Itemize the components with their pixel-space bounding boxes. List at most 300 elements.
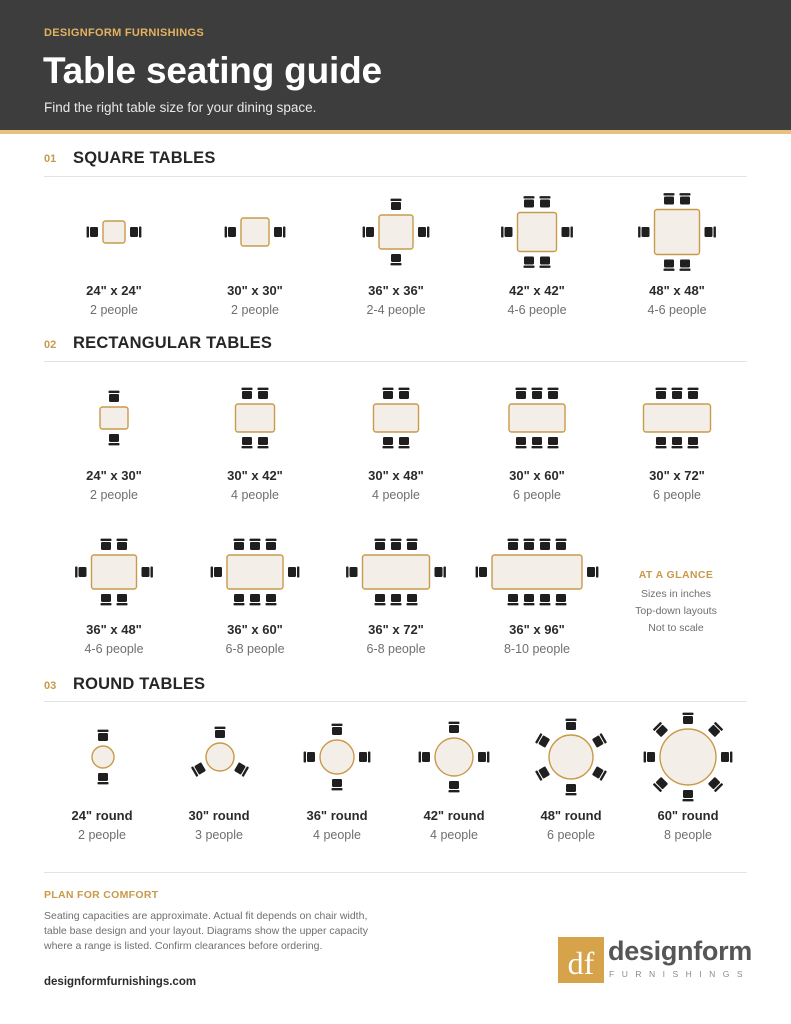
chair-back [540, 603, 551, 605]
chair-back [391, 539, 402, 541]
chair-icon [399, 388, 410, 399]
table-top [655, 210, 700, 255]
table-top [379, 215, 413, 249]
at-a-glance-line: Top-down layouts [635, 605, 717, 617]
chair-seat [101, 594, 111, 602]
chair-back [524, 266, 535, 268]
chair-icon [109, 434, 120, 445]
chair-seat [234, 594, 244, 602]
chair-icon [75, 567, 86, 578]
chair-seat [656, 391, 666, 399]
chair-back [516, 388, 527, 390]
chair-back [151, 567, 153, 578]
chair-seat [109, 434, 119, 442]
chair-seat [101, 542, 111, 550]
chair-back [391, 263, 402, 265]
chair-icon [399, 437, 410, 448]
chair-seat [307, 752, 315, 762]
chair-icon [391, 199, 402, 210]
chair-back [449, 790, 460, 792]
at-a-glance-line: Not to scale [648, 622, 704, 634]
chair-icon [516, 388, 527, 399]
chair-icon [391, 594, 402, 605]
chair-back [672, 388, 683, 390]
chair-seat [214, 567, 222, 577]
chair-back [683, 713, 694, 715]
chair-seat [479, 567, 487, 577]
chair-back [297, 567, 299, 578]
chair-icon [508, 539, 519, 550]
chair-seat [556, 542, 566, 550]
chair-icon [535, 766, 550, 781]
table-size-label: 30" x 42" [227, 468, 283, 483]
chair-icon [638, 227, 649, 238]
chair-icon [524, 594, 535, 605]
round-table-top [320, 740, 354, 774]
chair-icon [644, 752, 655, 763]
chair-back [596, 567, 598, 578]
chair-icon [449, 781, 460, 792]
chair-back [427, 227, 429, 238]
chair-icon [266, 594, 277, 605]
chair-back [266, 603, 277, 605]
chair-icon [234, 594, 245, 605]
chair-back [266, 539, 277, 541]
table-capacity-label: 6 people [513, 488, 561, 502]
chair-back [532, 388, 543, 390]
chair-back [139, 227, 141, 238]
chair-back [242, 388, 253, 390]
table-capacity-label: 4 people [430, 828, 478, 842]
chair-seat [566, 722, 576, 730]
chair-back [566, 719, 577, 721]
table-size-label: 36" round [306, 808, 368, 823]
chair-icon [98, 730, 109, 741]
section-number-square: 01 [44, 153, 57, 165]
chair-back [215, 727, 226, 729]
chair-back [571, 227, 573, 238]
logo-mark [558, 937, 604, 983]
chair-seat [250, 594, 260, 602]
chair-seat [117, 542, 127, 550]
chair-seat [98, 733, 108, 741]
section-title-round: ROUND TABLES [73, 675, 206, 693]
chair-icon [383, 437, 394, 448]
chair-back [548, 388, 559, 390]
chair-icon [225, 227, 236, 238]
chair-seat [508, 542, 518, 550]
table-diagram [467, 366, 607, 466]
table-size-label: 24" round [71, 808, 133, 823]
chair-seat [391, 254, 401, 262]
chair-back [242, 446, 253, 448]
chair-seat [399, 391, 409, 399]
chair-back [419, 752, 421, 763]
chair-seat [524, 200, 534, 208]
chair-icon [592, 733, 607, 748]
logo-wordmark: designform [608, 936, 753, 966]
chair-icon [705, 227, 716, 238]
chair-seat [375, 594, 385, 602]
chair-icon [566, 784, 577, 795]
chair-icon [516, 437, 527, 448]
table-capacity-label: 8-10 people [503, 642, 571, 656]
table-diagram [185, 366, 325, 466]
chair-seat [375, 542, 385, 550]
chair-back [250, 603, 261, 605]
chair-icon [683, 790, 694, 801]
chair-seat [359, 752, 367, 762]
chair-icon [130, 227, 141, 238]
chair-seat [399, 437, 409, 445]
chair-icon [109, 391, 120, 402]
chair-icon [535, 733, 550, 748]
chair-back [399, 446, 410, 448]
chair-icon [98, 773, 109, 784]
chair-seat [540, 257, 550, 265]
table-capacity-label: 4-6 people [507, 303, 567, 317]
chair-seat [250, 542, 260, 550]
table-top [509, 404, 565, 432]
table-top [100, 407, 128, 429]
chair-icon [476, 567, 487, 578]
chair-back [399, 388, 410, 390]
chair-back [109, 391, 120, 393]
table-top [492, 555, 582, 589]
chair-back [644, 752, 646, 763]
chair-icon [672, 388, 683, 399]
table-capacity-label: 2 people [78, 828, 126, 842]
table-size-label: 30" x 60" [509, 468, 565, 483]
chair-back [688, 446, 699, 448]
chair-seat [228, 227, 236, 237]
chair-icon [556, 594, 567, 605]
chair-icon [672, 437, 683, 448]
chair-icon [391, 254, 402, 265]
chair-icon [418, 227, 429, 238]
chair-icon [215, 727, 226, 738]
chair-icon [532, 437, 543, 448]
table-capacity-label: 4-6 people [647, 303, 707, 317]
chair-icon [274, 227, 285, 238]
chair-icon [332, 724, 343, 735]
brand-name: DESIGNFORM FURNISHINGS [44, 27, 204, 39]
chair-back [332, 724, 343, 726]
chair-icon [540, 594, 551, 605]
chair-icon [501, 227, 512, 238]
chair-seat [332, 727, 342, 735]
chair-seat [566, 784, 576, 792]
chair-back [225, 227, 227, 238]
chair-icon [142, 567, 153, 578]
chair-seat [98, 773, 108, 781]
chair-back [714, 227, 716, 238]
chair-icon [250, 594, 261, 605]
chair-back [234, 603, 245, 605]
chair-back [346, 567, 348, 578]
chair-icon [524, 196, 535, 207]
chair-icon [242, 437, 253, 448]
chair-back [109, 443, 120, 445]
chair-icon [407, 594, 418, 605]
chair-seat [516, 391, 526, 399]
table-diagram [607, 366, 747, 466]
chair-icon [117, 594, 128, 605]
chair-back [391, 199, 402, 201]
chair-seat [391, 594, 401, 602]
table-size-label: 24" x 30" [86, 468, 142, 483]
chair-icon [435, 567, 446, 578]
round-table-top [660, 729, 716, 785]
chair-back [476, 567, 478, 578]
chair-seat [274, 227, 282, 237]
chair-icon [234, 762, 249, 777]
page-subtitle: Find the right table size for your dining space. [44, 100, 317, 115]
chair-icon [548, 388, 559, 399]
logo-mark-text: df [567, 945, 595, 981]
table-capacity-label: 2 people [90, 303, 138, 317]
chair-back [680, 193, 691, 195]
chair-icon [656, 388, 667, 399]
table-diagram [185, 520, 325, 620]
chair-icon [375, 539, 386, 550]
chair-back [449, 722, 460, 724]
chair-seat [422, 752, 430, 762]
chair-back [501, 227, 503, 238]
chair-icon [653, 776, 669, 792]
chair-back [664, 269, 675, 271]
chair-back [566, 793, 577, 795]
chair-icon [87, 227, 98, 238]
table-diagram [467, 180, 607, 280]
table-diagram [44, 520, 184, 620]
chair-icon [664, 193, 675, 204]
table-capacity-label: 3 people [195, 828, 243, 842]
chair-seat [532, 437, 542, 445]
chair-seat [672, 391, 682, 399]
chair-seat [587, 567, 595, 577]
table-capacity-label: 6 people [653, 488, 701, 502]
chair-seat [90, 227, 98, 237]
chair-icon [346, 567, 357, 578]
chair-icon [524, 257, 535, 268]
round-table-top [206, 743, 234, 771]
footer-divider [44, 872, 747, 873]
chair-seat [556, 594, 566, 602]
section-title-square: SQUARE TABLES [73, 149, 216, 167]
chair-seat [478, 752, 486, 762]
chair-seat [258, 437, 268, 445]
chair-icon [288, 567, 299, 578]
chair-icon [721, 752, 732, 763]
chair-seat [242, 391, 252, 399]
section-divider [44, 361, 747, 362]
chair-seat [540, 542, 550, 550]
table-size-label: 24" x 24" [86, 283, 142, 298]
table-capacity-label: 6-8 people [225, 642, 285, 656]
chair-back [444, 567, 446, 578]
chair-icon [101, 594, 112, 605]
table-top [227, 555, 283, 589]
chair-icon [258, 388, 269, 399]
chair-back [258, 388, 269, 390]
table-capacity-label: 2 people [231, 303, 279, 317]
chair-seat [540, 200, 550, 208]
table-size-label: 36" x 72" [368, 622, 424, 637]
table-diagram [326, 366, 466, 466]
chair-icon [540, 539, 551, 550]
chair-icon [556, 539, 567, 550]
table-size-label: 30" round [188, 808, 250, 823]
chair-back [680, 269, 691, 271]
table-size-label: 30" x 72" [649, 468, 705, 483]
table-capacity-label: 6 people [547, 828, 595, 842]
chair-back [508, 603, 519, 605]
chair-icon [532, 388, 543, 399]
table-size-label: 42" x 42" [509, 283, 565, 298]
table-capacity-label: 6-8 people [366, 642, 426, 656]
chair-back [98, 782, 109, 784]
chair-seat [366, 227, 374, 237]
chair-back [730, 752, 732, 763]
chair-seat [505, 227, 513, 237]
round-table-top [435, 738, 473, 776]
chair-icon [304, 752, 315, 763]
chair-seat [117, 594, 127, 602]
table-capacity-label: 8 people [664, 828, 712, 842]
chair-icon [562, 227, 573, 238]
chair-seat [109, 394, 119, 402]
at-a-glance-line: Sizes in inches [640, 588, 712, 600]
chair-seat [130, 227, 138, 237]
chair-icon [419, 752, 430, 763]
chair-seat [680, 197, 690, 205]
chair-seat [532, 391, 542, 399]
chair-icon [234, 539, 245, 550]
table-top [518, 213, 557, 252]
chair-seat [449, 781, 459, 789]
chair-seat [705, 227, 713, 237]
chair-seat [79, 567, 87, 577]
chair-back [556, 603, 567, 605]
table-size-label: 48" round [540, 808, 602, 823]
chair-back [540, 266, 551, 268]
table-top [644, 404, 711, 432]
chair-icon [332, 779, 343, 790]
chair-seat [524, 594, 534, 602]
chair-back [540, 539, 551, 541]
chair-icon [587, 567, 598, 578]
chair-seat [142, 567, 150, 577]
chair-back [540, 196, 551, 198]
chair-back [283, 227, 285, 238]
chair-icon [478, 752, 489, 763]
chair-back [234, 539, 245, 541]
chair-back [688, 388, 699, 390]
chair-seat [516, 437, 526, 445]
chair-seat [548, 391, 558, 399]
chair-back [524, 539, 535, 541]
chair-icon [375, 594, 386, 605]
table-capacity-label: 4 people [372, 488, 420, 502]
table-diagram [467, 520, 607, 620]
chair-seat [350, 567, 358, 577]
chair-seat [508, 594, 518, 602]
chair-icon [266, 539, 277, 550]
table-size-label: 30" x 48" [368, 468, 424, 483]
chair-seat [548, 437, 558, 445]
chair-seat [242, 437, 252, 445]
table-size-label: 36" x 36" [368, 283, 424, 298]
chair-seat [383, 391, 393, 399]
at-a-glance-title: AT A GLANCE [638, 569, 714, 581]
plan-for-comfort-text: table base design and your layout. Diagrams show the upper capacity [44, 925, 368, 937]
table-capacity-label: 4 people [231, 488, 279, 502]
chair-seat [721, 752, 729, 762]
chair-seat [540, 594, 550, 602]
page-title: Table seating guide [43, 50, 382, 91]
chair-back [487, 752, 489, 763]
chair-icon [656, 437, 667, 448]
table-top [363, 555, 430, 589]
chair-back [407, 539, 418, 541]
chair-seat [266, 594, 276, 602]
chair-seat [680, 260, 690, 268]
chair-icon [250, 539, 261, 550]
chair-back [683, 799, 694, 801]
plan-for-comfort-text: Seating capacities are approximate. Actual fit depends on chair width, [44, 910, 368, 922]
chair-seat [234, 542, 244, 550]
chair-back [508, 539, 519, 541]
chair-seat [642, 227, 650, 237]
chair-seat [288, 567, 296, 577]
chair-back [101, 603, 112, 605]
chair-back [524, 603, 535, 605]
chair-back [375, 603, 386, 605]
chair-back [117, 603, 128, 605]
website-link[interactable]: designformfurnishings.com [44, 976, 197, 988]
chair-seat [418, 227, 426, 237]
table-size-label: 60" round [657, 808, 719, 823]
chair-seat [688, 437, 698, 445]
chair-icon [707, 776, 723, 792]
table-size-label: 36" x 96" [509, 622, 565, 637]
table-top [236, 404, 275, 432]
chair-seat [383, 437, 393, 445]
chair-seat [524, 542, 534, 550]
chair-back [407, 603, 418, 605]
chair-icon [707, 722, 723, 738]
logo-df-icon [558, 937, 604, 983]
chair-seat [449, 725, 459, 733]
table-top [92, 555, 137, 589]
chair-icon [359, 752, 370, 763]
table-diagram [607, 180, 747, 280]
table-diagram [185, 180, 325, 280]
table-capacity-label: 4-6 people [84, 642, 144, 656]
chair-icon [540, 257, 551, 268]
chair-seat [672, 437, 682, 445]
chair-icon [449, 722, 460, 733]
section-divider [44, 701, 747, 702]
chair-icon [680, 193, 691, 204]
chair-seat [664, 260, 674, 268]
chair-seat [407, 594, 417, 602]
chair-icon [101, 539, 112, 550]
chair-back [664, 193, 675, 195]
table-size-label: 48" x 48" [649, 283, 705, 298]
chair-back [332, 788, 343, 790]
